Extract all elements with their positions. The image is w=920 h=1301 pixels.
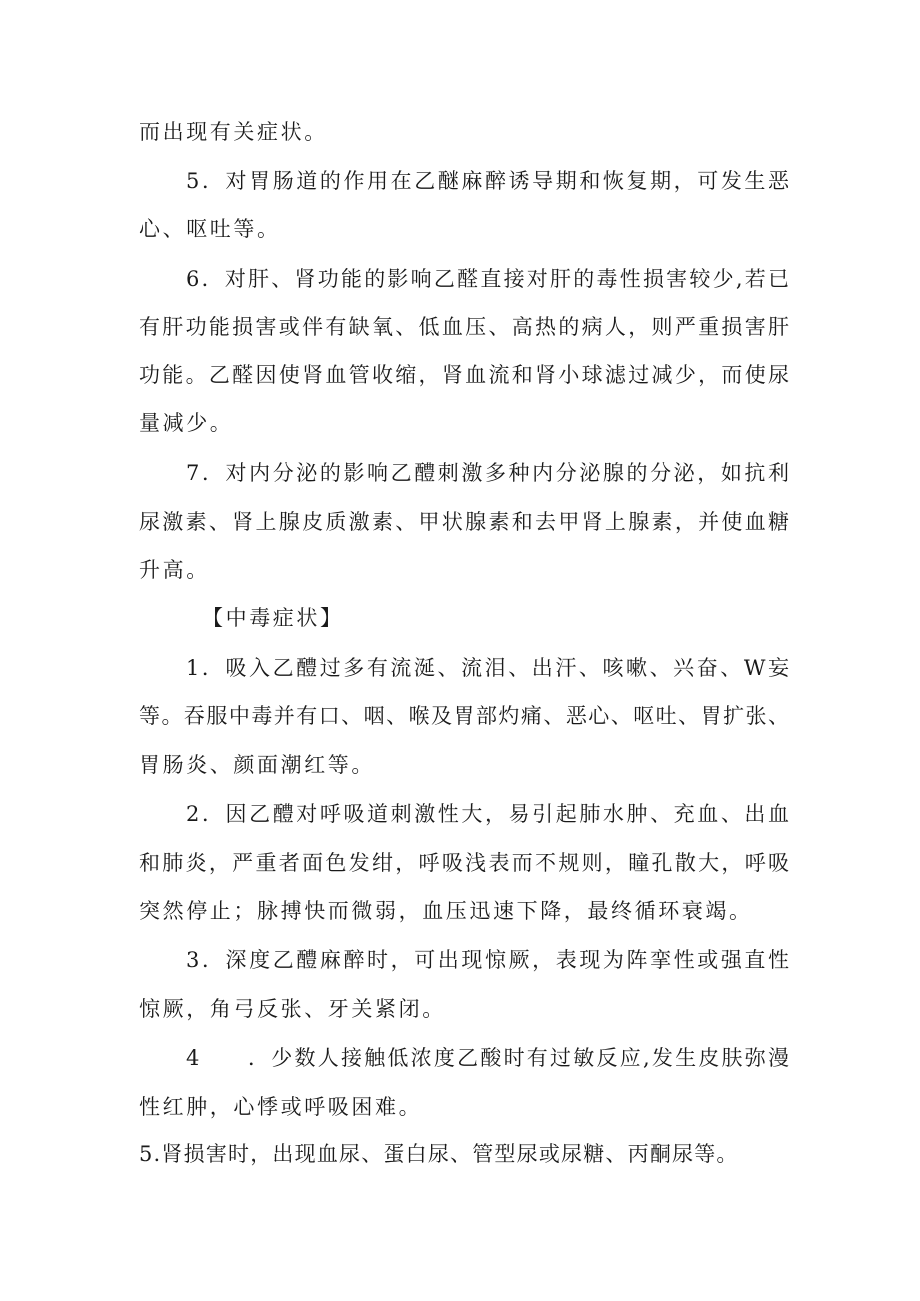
section-heading: 【中毒症状】 (202, 606, 344, 630)
symptom-2-line-1: 2．因乙醴对呼吸道刺激性大，易引起肺水肿、充血、出血 (186, 802, 789, 826)
symptom-2-line-3: 突然停止；脉搏快而微弱，血压迅速下降，最终循环衰竭。 (139, 899, 753, 923)
symptom-1-line-3: 胃肠炎、颜面潮红等。 (139, 753, 375, 777)
item-6-line-1: 6．对肝、肾功能的影响乙醛直接对肝的毒性损害较少,若已 (186, 267, 789, 291)
item-7-line-3: 升高。 (139, 558, 210, 582)
symptom-1-line-2: 等。吞服中毒并有口、咽、喉及胃部灼痛、恶心、呕吐、胃扩张、 (139, 704, 789, 728)
item-7-line-1: 7．对内分泌的影响乙醴刺激多种内分泌腺的分泌，如抗利 (186, 461, 789, 485)
item-7-line-2: 尿激素、肾上腺皮质激素、甲状腺素和去甲肾上腺素，并使血糖 (139, 510, 789, 534)
item-6-line-3: 功能。乙醛因使肾血管收缩，肾血流和肾小球滤过减少，而使尿 (139, 363, 789, 387)
item-6-line-4: 量减少。 (139, 411, 234, 435)
symptom-5-line-1: 5.肾损害时，出现血尿、蛋白尿、管型尿或尿糖、丙酮尿等。 (139, 1142, 739, 1166)
symptom-4-line-1: 4 ．少数人接触低浓度乙酸时有过敏反应,发生皮肤弥漫 (186, 1046, 789, 1070)
item-6-line-2: 有肝功能损害或伴有缺氧、低血压、高热的病人，则严重损害肝 (139, 315, 789, 339)
symptom-3-line-1: 3．深度乙醴麻醉时，可出现惊厥，表现为阵挛性或强直性 (186, 948, 789, 972)
symptom-4-line-2: 性红肿，心悸或呼吸困难。 (139, 1095, 423, 1119)
symptom-2-line-2: 和肺炎，严重者面色发绀，呼吸浅表而不规则，瞳孔散大，呼吸 (139, 851, 789, 875)
symptom-3-line-2: 惊厥，角弓反张、牙关紧闭。 (139, 997, 446, 1021)
item-5-line-2: 心、呕吐等。 (139, 217, 281, 241)
symptom-1-line-1: 1．吸入乙醴过多有流涎、流泪、出汗、咳嗽、兴奋、W妄 (186, 656, 789, 680)
item-5-line-1: 5．对胃肠道的作用在乙醚麻醉诱导期和恢复期，可发生恶 (186, 169, 789, 193)
text-line-1: 而出现有关症状。 (139, 120, 328, 144)
